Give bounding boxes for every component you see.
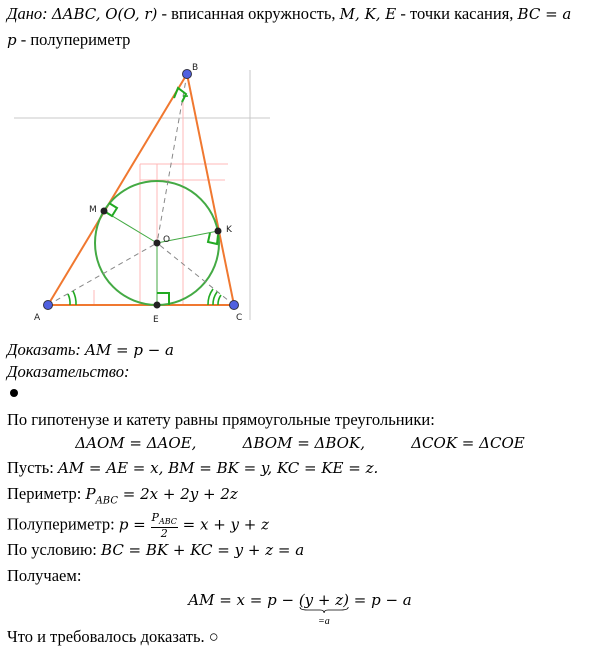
semi-p: p = bbox=[118, 515, 151, 534]
congruence-line bbox=[0, 433, 600, 453]
proof-line-1: По гипотенузе и катету равны прямоугольные треугольники: bbox=[7, 410, 435, 429]
condition-line bbox=[7, 540, 304, 560]
proof-label: Доказательство: bbox=[7, 362, 130, 381]
point-c bbox=[230, 301, 239, 310]
construction-lines bbox=[94, 100, 228, 305]
final-brace-expr: (y + z) bbox=[298, 591, 349, 609]
point-m bbox=[101, 208, 108, 215]
cond-math: BC = BK + KC = y + z = a bbox=[101, 541, 305, 559]
label-m: M bbox=[89, 205, 97, 215]
semi-label: Полупериметр: bbox=[7, 514, 119, 534]
prove-math: AM = p − a bbox=[85, 341, 174, 359]
bullet-icon bbox=[10, 389, 18, 397]
triangle-abc bbox=[48, 74, 234, 305]
eq-cok: ΔCOK = ΔCOE bbox=[411, 434, 525, 452]
triangle-figure bbox=[0, 56, 600, 326]
point-e bbox=[154, 302, 161, 309]
let-line bbox=[7, 458, 378, 478]
semiperimeter-line bbox=[7, 512, 269, 539]
underbrace-note: =a bbox=[318, 616, 330, 627]
semi-fraction: $\frac{P_{ABC}}{2}$ bbox=[151, 511, 177, 541]
result-label: Получаем: bbox=[7, 566, 82, 585]
let-math: AM = AE = x, BM = BK = y, KC = KE = z. bbox=[57, 459, 379, 477]
label-c: C bbox=[236, 313, 243, 323]
given-line bbox=[7, 4, 571, 24]
perimeter-p: P bbox=[85, 485, 96, 503]
given-text-incircle: - вписанная окружность, bbox=[157, 4, 340, 23]
given-text-semiperimeter: - полупериметр bbox=[16, 30, 131, 49]
conclusion-line: Что и требовалось доказать. ○ bbox=[7, 627, 219, 646]
label-o: O bbox=[163, 235, 171, 245]
perimeter-rest: = 2x + 2y + 2z bbox=[117, 485, 238, 503]
underbrace-group bbox=[298, 590, 349, 627]
point-k bbox=[215, 228, 222, 235]
semi-rest: = x + y + z bbox=[177, 515, 270, 534]
given-math-bc: BC = a bbox=[517, 5, 572, 23]
given-math-p: p bbox=[7, 31, 17, 49]
given-label: Дано: bbox=[7, 4, 48, 23]
point-o bbox=[154, 240, 161, 247]
point-a bbox=[44, 301, 53, 310]
eq-bom: ΔBOM = ΔBOK, bbox=[242, 434, 365, 452]
eq-aom: ΔAOM = ΔAOE, bbox=[75, 434, 197, 452]
prove-line bbox=[7, 340, 174, 360]
label-e: E bbox=[153, 315, 159, 325]
point-b bbox=[183, 70, 192, 79]
perimeter-label: Периметр: bbox=[7, 484, 86, 503]
final-equation bbox=[0, 590, 600, 627]
cond-label: По условию: bbox=[7, 540, 102, 559]
label-k: K bbox=[226, 225, 232, 235]
final-right: = p − a bbox=[349, 591, 412, 609]
prove-label: Доказать: bbox=[7, 340, 81, 359]
label-a: A bbox=[34, 313, 41, 323]
perimeter-sub: ABC bbox=[95, 495, 118, 507]
given-math-points: M, K, E bbox=[339, 5, 397, 23]
let-label: Пусть: bbox=[7, 458, 58, 477]
right-angle-marks bbox=[104, 88, 218, 305]
given-line-2 bbox=[7, 30, 130, 50]
perimeter-line bbox=[7, 484, 238, 511]
given-text-tangent: - точки касания, bbox=[396, 4, 518, 23]
given-math-triangle: ΔABC, O(O, r) bbox=[51, 5, 158, 23]
final-left: AM = x = p − bbox=[188, 591, 299, 609]
bisectors bbox=[48, 74, 234, 305]
label-b: B bbox=[192, 63, 199, 73]
radii bbox=[104, 211, 218, 305]
